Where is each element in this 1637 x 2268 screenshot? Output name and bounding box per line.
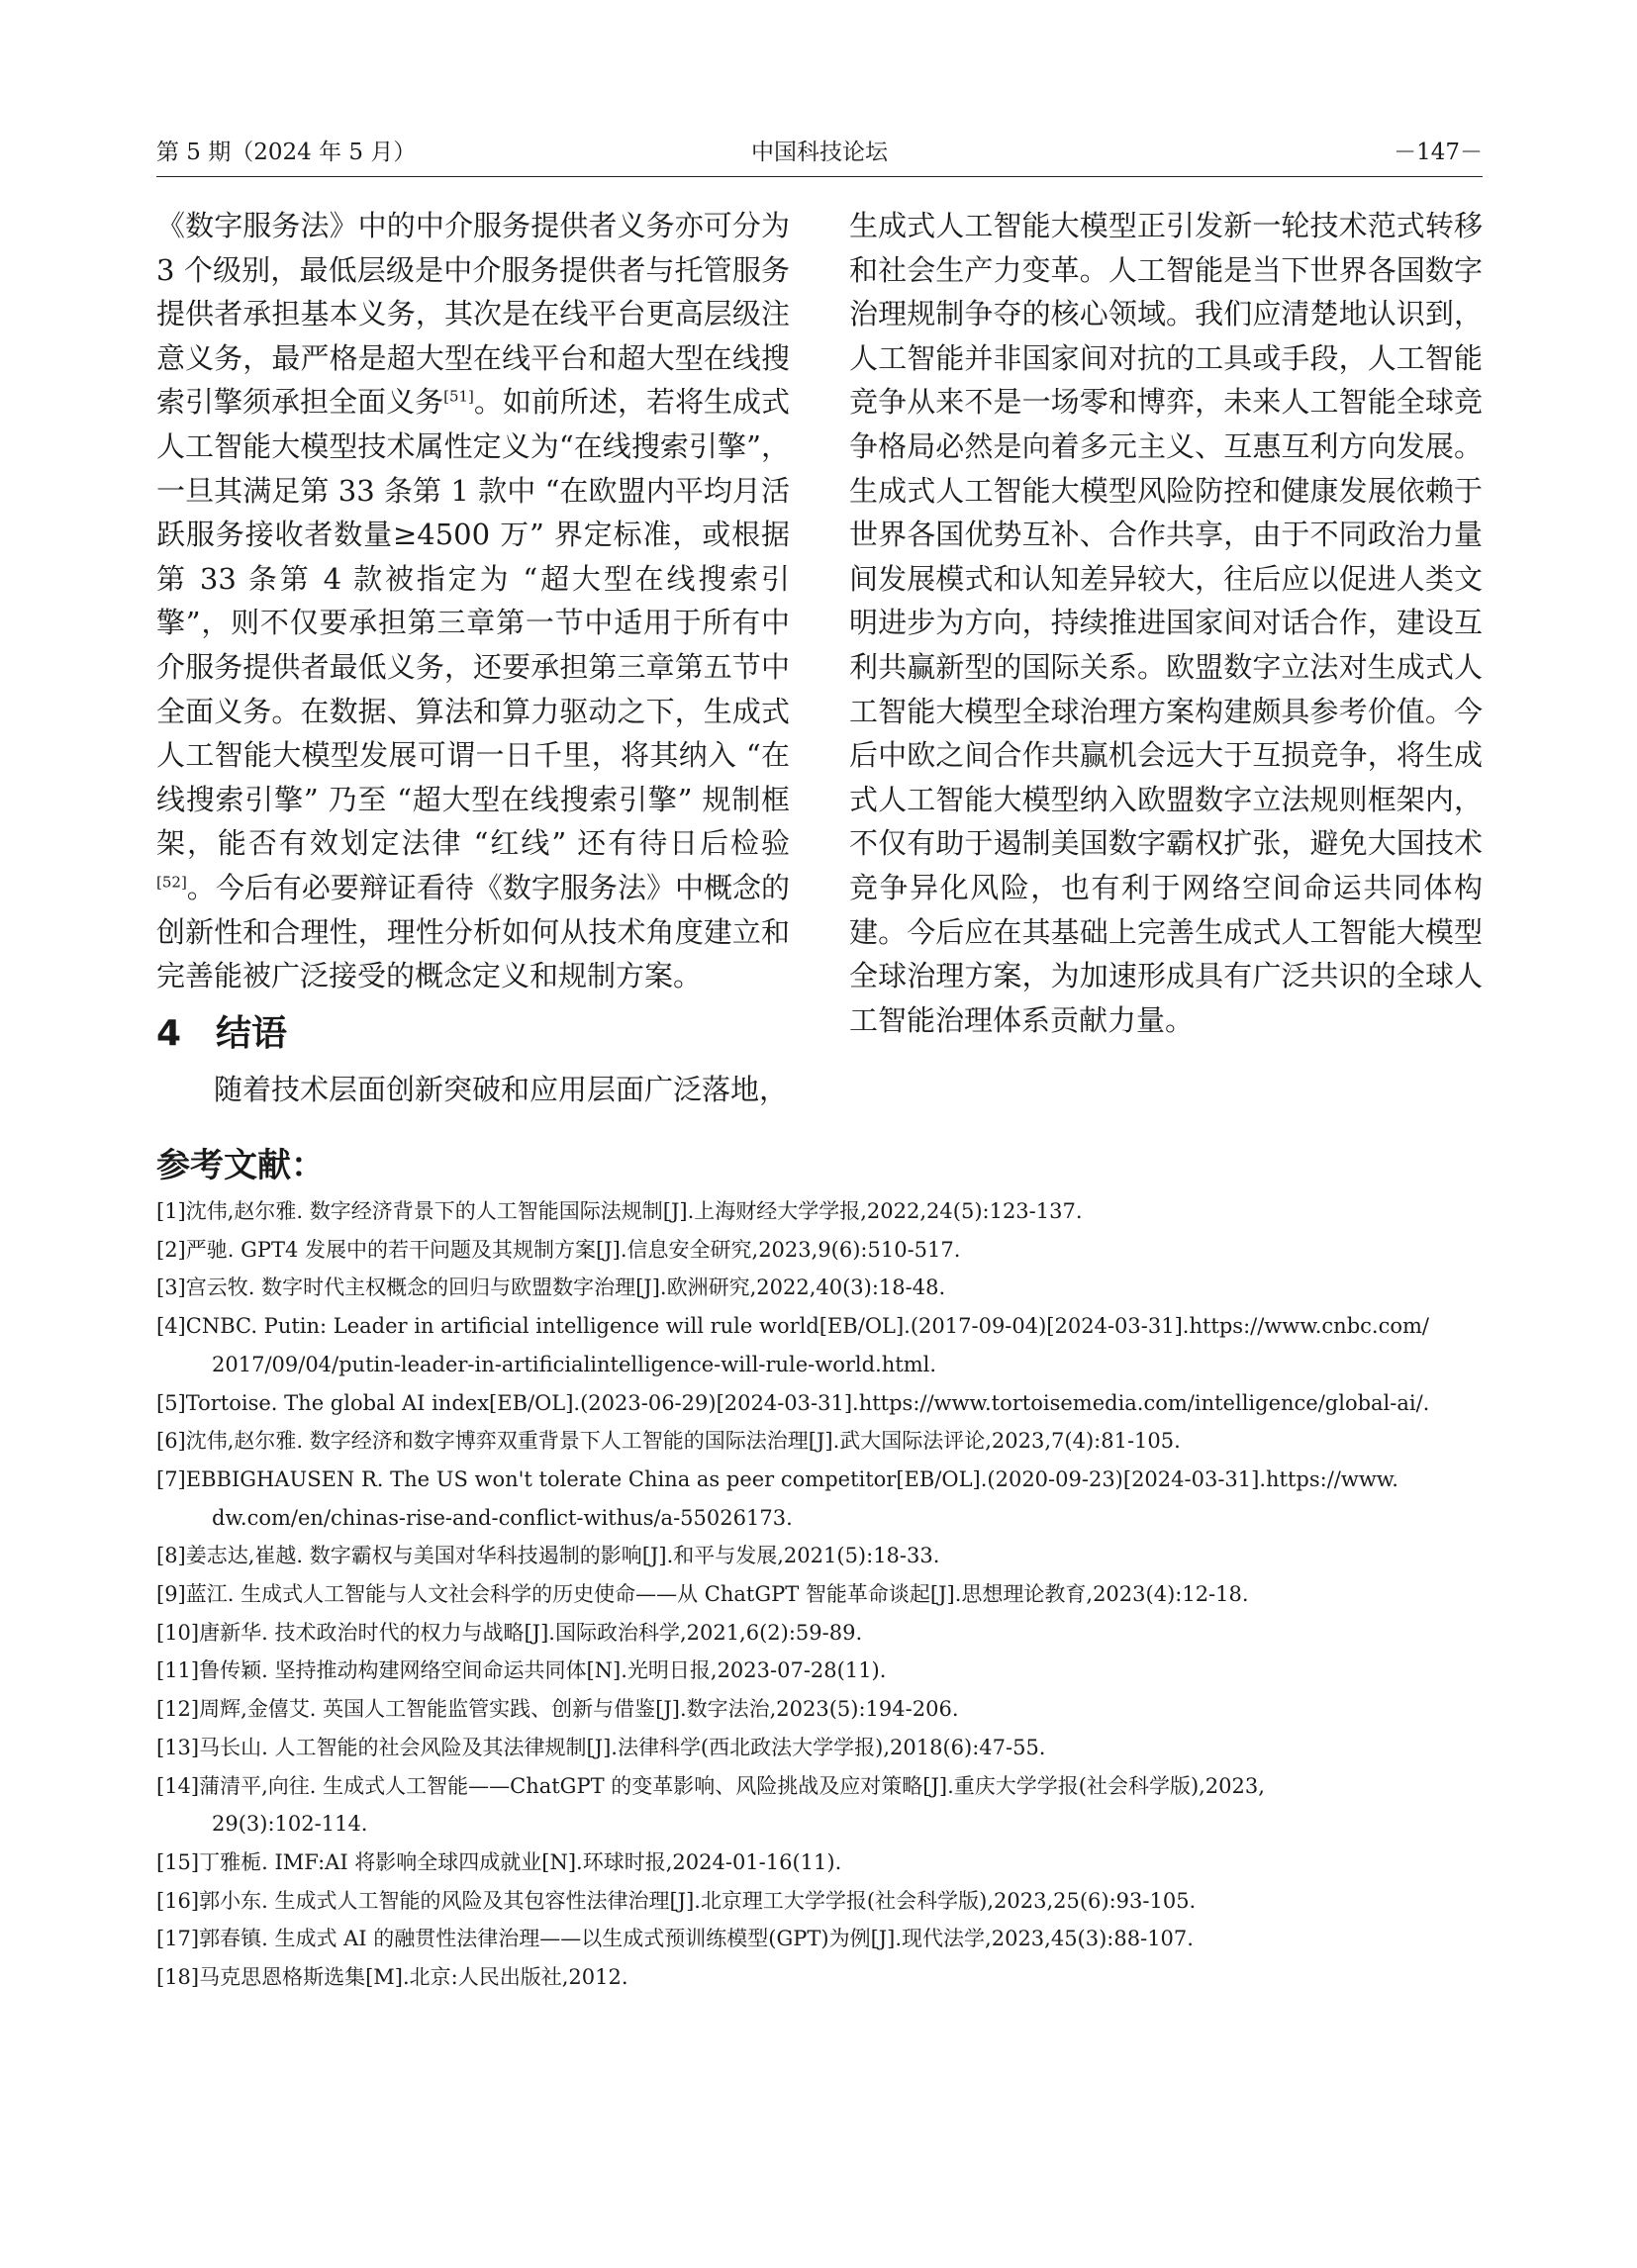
reference-text: 沈伟,赵尔雅. 数字经济和数字博弈双重背景下人工智能的国际法治理[J].武大国际法评论,2023,7(4):81-105. — [185, 1429, 1181, 1454]
right-column — [849, 204, 1483, 1042]
reference-item — [156, 1422, 1483, 1461]
reference-label: [18] — [156, 1965, 200, 1990]
reference-continuation: 29(3):102-114. — [212, 1812, 368, 1837]
reference-text: 马长山. 人工智能的社会风险及其法律规制[J].法律科学(西北政法大学学报),2018(6):47-55. — [199, 1735, 1046, 1759]
paragraph-text: 《数字服务法》中的中介服务提供者义务亦可分为 3 个级别，最低层级是中介服务提供者与托管服务提供者承担基本义务，其次是在线平台更高层级注意义务，最严格是超大型在线平台和超大型在线搜索引擎须承担全面义务 — [156, 209, 790, 420]
header-divider — [156, 176, 1483, 177]
reference-item — [156, 1843, 1483, 1882]
reference-label: [1] — [156, 1199, 186, 1223]
paragraph-text: 。如前所述，若将生成式人工智能大模型技术属性定义为“在线搜索引擎”，一旦其满足第 33 条第 1 款中 “在欧盟内平均月活跃服务接收者数量≥4500 万” 界定标准，或根据第 33 条第 4 款被指定为 “超大型在线搜索引擎”，则不仅要承担第三章第一节中适用于所有中介服务提供者最低义务，还要承担第三章第五节中全面义务。在数据、算法和算力驱动之下，生成式人工智能大模型发展可谓一日千里，将其纳入 “在线搜索引擎” 乃至 “超大型在线搜索引擎” 规制框架，能否有效划定法律 “红线” 还有待日后检验 — [156, 385, 790, 861]
reference-item — [156, 1269, 1483, 1307]
reference-text: 宫云牧. 数字时代主权概念的回归与欧盟数字治理[J].欧洲研究,2022,40(3):18-48. — [185, 1276, 946, 1300]
reference-item — [156, 1192, 1483, 1231]
reference-text: 沈伟,赵尔雅. 数字经济背景下的人工智能国际法规制[J].上海财经大学学报,2022,24(5):123-137. — [185, 1199, 1083, 1223]
reference-text: 周辉,金僖艾. 英国人工智能监管实践、创新与借鉴[J].数字法治,2023(5):194-206. — [199, 1697, 959, 1722]
section-title: 结语 — [216, 1012, 288, 1054]
reference-label: [15] — [156, 1849, 200, 1874]
citation-mark: [52] — [156, 873, 187, 892]
reference-item — [156, 1920, 1483, 1958]
reference-label: [7] — [156, 1466, 186, 1491]
reference-item — [156, 1461, 1483, 1499]
reference-text: 马克思恩格斯选集[M].北京:人民出版社,2012. — [199, 1965, 628, 1990]
reference-label: [5] — [156, 1390, 186, 1415]
paragraph-text: 。今后有必要辩证看待《数字服务法》中概念的创新性和合理性，理性分析如何从技术角度建立和完善能被广泛接受的概念定义和规制方案。 — [156, 870, 790, 993]
reference-text: 蓝江. 生成式人工智能与人文社会科学的历史使命——从 ChatGPT 智能革命谈起[J].思想理论教育,2023(4):12-18. — [185, 1582, 1249, 1607]
reference-text: 丁雅栀. IMF:AI 将影响全球四成就业[N].环球时报,2024-01-16(11). — [199, 1849, 842, 1874]
reference-label: [13] — [156, 1735, 200, 1759]
reference-text: EBBIGHAUSEN R. The US won't tolerate China as peer competitor[EB/OL].(2020-09-23)[2024-03-31].https://www. — [185, 1466, 1398, 1491]
reference-item — [156, 1384, 1483, 1423]
left-column — [156, 204, 790, 1111]
reference-label: [2] — [156, 1237, 186, 1262]
reference-label: [4] — [156, 1314, 186, 1339]
reference-text: CNBC. Putin: Leader in artificial intelligence will rule world[EB/OL].(2017-09-04)[2024-03-31].https://www.cnbc.com/ — [185, 1314, 1429, 1339]
reference-label: [14] — [156, 1773, 200, 1798]
reference-label: [9] — [156, 1582, 186, 1607]
reference-text: 郭春镇. 生成式 AI 的融贯性法律治理——以生成式预训练模型(GPT)为例[J].现代法学,2023,45(3):88-107. — [199, 1927, 1194, 1951]
reference-item — [156, 1537, 1483, 1575]
reference-item — [156, 1958, 1483, 1997]
section-heading — [156, 1008, 790, 1060]
body-paragraph — [156, 204, 790, 998]
reference-item — [156, 1882, 1483, 1921]
reference-item — [156, 1231, 1483, 1270]
reference-text: 鲁传颖. 坚持推动构建网络空间命运共同体[N].光明日报,2023-07-28(11). — [199, 1658, 887, 1683]
reference-label: [8] — [156, 1544, 186, 1568]
references-list — [156, 1192, 1483, 1997]
reference-item — [156, 1614, 1483, 1653]
reference-label: [12] — [156, 1697, 200, 1722]
reference-item — [156, 1307, 1483, 1346]
reference-item — [156, 1575, 1483, 1614]
reference-item — [156, 1767, 1483, 1806]
reference-item — [156, 1652, 1483, 1690]
reference-item — [156, 1729, 1483, 1767]
reference-continuation: dw.com/en/chinas-rise-and-conflict-withus/a-55026173. — [212, 1505, 793, 1530]
reference-label: [16] — [156, 1888, 200, 1913]
reference-text: 严驰. GPT4 发展中的若干问题及其规制方案[J].信息安全研究,2023,9(6):510-517. — [185, 1237, 961, 1262]
page-number: －147－ — [1394, 140, 1483, 165]
reference-continuation: 2017/09/04/putin-leader-in-artificialintelligence-will-rule-world.html. — [212, 1352, 937, 1376]
journal-name: 中国科技论坛 — [751, 140, 888, 165]
issue-info: 第 5 期（2024 年 5 月） — [156, 140, 417, 165]
reference-text: 蒲清平,向往. 生成式人工智能——ChatGPT 的变革影响、风险挑战及应对策略[J].重庆大学学报(社会科学版),2023, — [199, 1773, 1265, 1798]
reference-text: 郭小东. 生成式人工智能的风险及其包容性法律治理[J].北京理工大学学报(社会科学版),2023,25(6):93-105. — [199, 1888, 1197, 1913]
reference-item — [156, 1690, 1483, 1729]
body-paragraph: 随着技术层面创新突破和应用层面广泛落地， — [214, 1072, 789, 1106]
reference-text: 姜志达,崔越. 数字霸权与美国对华科技遏制的影响[J].和平与发展,2021(5):18-33. — [185, 1544, 940, 1568]
reference-label: [3] — [156, 1276, 186, 1300]
reference-label: [17] — [156, 1927, 200, 1951]
reference-label: [6] — [156, 1429, 186, 1454]
body-paragraph: 生成式人工智能大模型正引发新一轮技术范式转移和社会生产力变革。人工智能是当下世界各国数字治理规制争夺的核心领域。我们应清楚地认识到，人工智能并非国家间对抗的工具或手段，人工智能竞争从来不是一场零和博弈，未来人工智能全球竞争格局必然是向着多元主义、互惠互利方向发展。生成式人工智能大模型风险防控和健康发展依赖于世界各国优势互补、合作共享，由于不同政治力量间发展模式和认知差异较大，往后应以促进人类文明进步为方向，持续推进国家间对话合作，建设互利共赢新型的国际关系。欧盟数字立法对生成式人工智能大模型全球治理方案构建颇具参考价值。今后中欧之间合作共赢机会远大于互损竞争，将生成式人工智能大模型纳入欧盟数字立法规则框架内，不仅有助于遏制美国数字霸权扩张，避免大国技术竞争异化风险，也有利于网络空间命运共同体构建。今后应在其基础上完善生成式人工智能大模型全球治理方案，为加速形成具有广泛共识的全球人工智能治理体系贡献力量。 — [849, 209, 1483, 1037]
reference-text: 唐新华. 技术政治时代的权力与战略[J].国际政治科学,2021,6(2):59-89. — [199, 1620, 863, 1645]
reference-label: [11] — [156, 1658, 200, 1683]
citation-mark: [51] — [443, 387, 474, 406]
section-number: 4 — [156, 1012, 182, 1054]
reference-text: Tortoise. The global AI index[EB/OL].(2023-06-29)[2024-03-31].https://www.tortoisemedia.com/intelligence/global-ai/. — [185, 1390, 1430, 1415]
references-title: 参考文献： — [156, 1146, 325, 1185]
running-header — [156, 134, 1483, 181]
reference-label: [10] — [156, 1620, 200, 1645]
